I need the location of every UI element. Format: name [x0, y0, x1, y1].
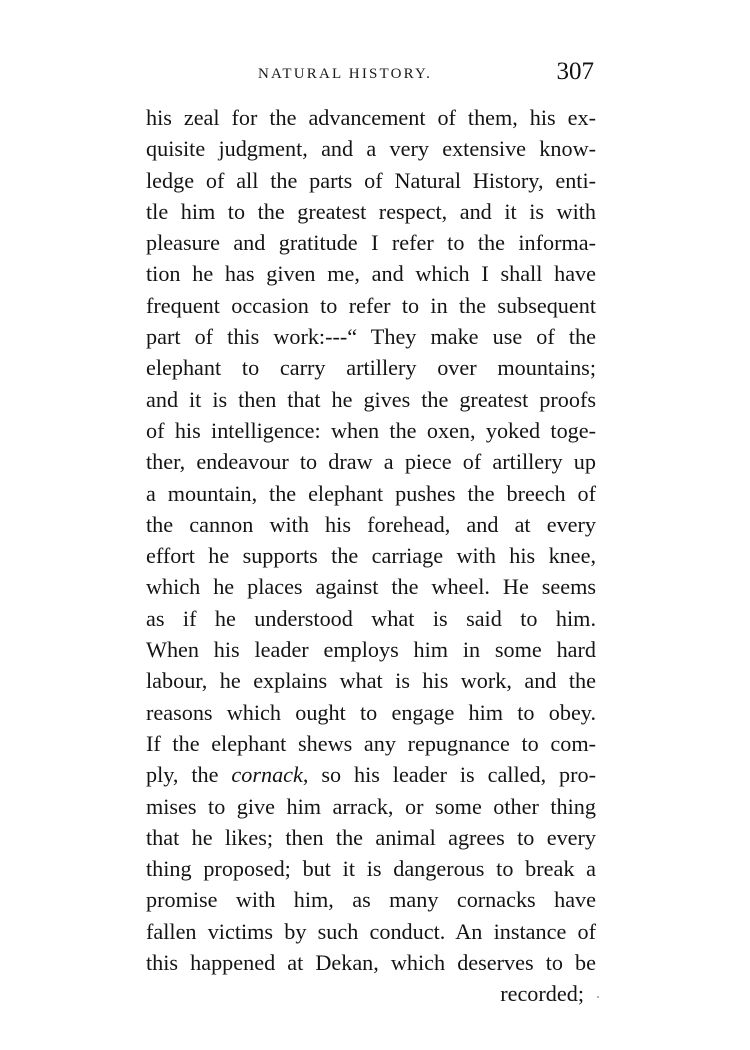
italic-term: cornack — [231, 762, 303, 788]
text-line: his zeal for the advancement of them, his ex- — [146, 105, 596, 130]
text-line: this happened at Dekan, which deserves to be — [146, 950, 596, 976]
text-line: frequent occasion to refer to in the subsequent — [146, 292, 596, 318]
text-line: pleasure and gratitude I refer to the informa- — [146, 230, 596, 256]
text-line: which he places against the wheel. He seems — [146, 574, 596, 600]
text-line: a mountain, the elephant pushes the breech of — [146, 480, 596, 506]
text-line: labour, he explains what is his work, and the — [146, 668, 596, 694]
page-number: 307 — [556, 58, 594, 85]
text-line: tion he has given me, and which I shall have — [146, 261, 596, 287]
text-line: elephant to carry artillery over mountains; — [146, 355, 596, 381]
text-line: quisite judgment, and a very extensive know- — [146, 136, 596, 162]
text-line: effort he supports the carriage with his knee, — [146, 543, 596, 569]
text-line: that he likes; then the animal agrees to every — [146, 824, 596, 850]
text-line: the cannon with his forehead, and at every — [146, 511, 596, 537]
text-line: ply, the cornack, so his leader is called, pro- — [146, 762, 596, 788]
text-line: of his intelligence: when the oxen, yoked toge- — [146, 417, 596, 443]
ink-speck — [597, 996, 599, 998]
running-head — [146, 58, 596, 98]
text-line: mises to give him arrack, or some other thing — [146, 793, 596, 819]
text-line: reasons which ought to engage him to obey. — [146, 699, 596, 725]
text-line: thing proposed; but it is dangerous to break a — [146, 856, 596, 882]
text-line: When his leader employs him in some hard — [146, 637, 596, 663]
body-text — [146, 102, 596, 1010]
catchword: recorded; — [500, 981, 584, 1007]
text-line: part of this work:---“ They make use of the — [146, 324, 596, 350]
text-line: fallen victims by such conduct. An instance of — [146, 918, 596, 944]
text-line: ledge of all the parts of Natural History, enti- — [146, 167, 596, 193]
text-line: as if he understood what is said to him. — [146, 605, 596, 631]
text-line: If the elephant shews any repugnance to com- — [146, 730, 596, 756]
text-line: ther, endeavour to draw a piece of artillery up — [146, 449, 596, 475]
text-line: tle him to the greatest respect, and it is with — [146, 198, 596, 224]
text-line: promise with him, as many cornacks have — [146, 887, 596, 913]
running-title: NATURAL HISTORY. — [258, 66, 433, 82]
text-line: and it is then that he gives the greatest proofs — [146, 386, 596, 412]
